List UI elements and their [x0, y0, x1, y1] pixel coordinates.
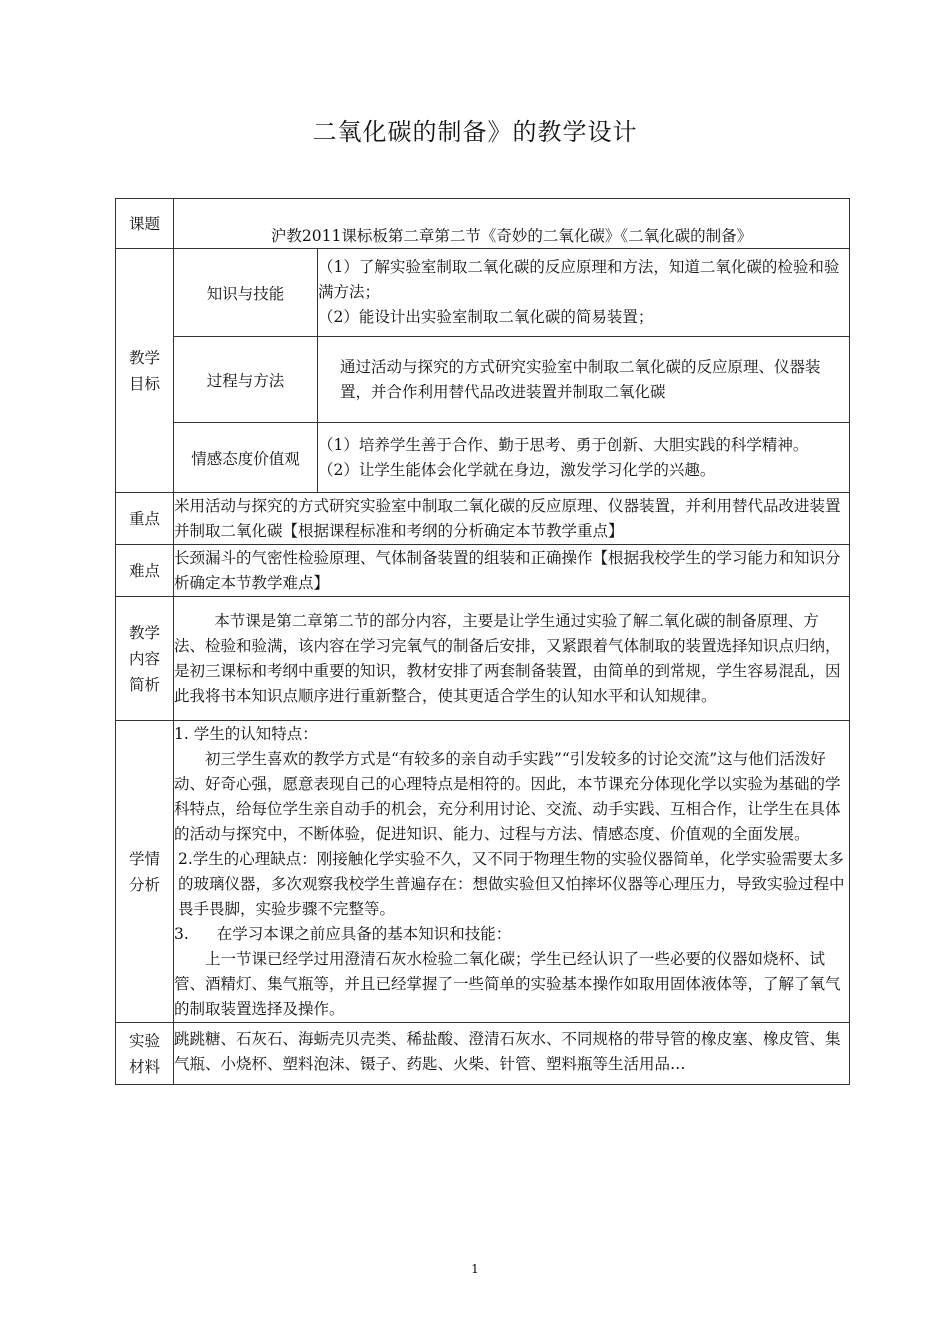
document-title: 二氧化碳的制备》的教学设计 — [312, 118, 638, 146]
goal-knowledge-text — [318, 249, 850, 337]
row-key-point — [116, 493, 850, 545]
goal-attitude-label: 情感态度价值观 — [174, 423, 318, 493]
learner-analysis-text — [174, 721, 850, 1023]
materials-text: 跳跳糖、石灰石、海蛎壳贝壳类、稀盐酸、澄清石灰水、不同规格的带导管的橡皮塞、橡皮管、集气瓶、小烧杯、塑料泡沫、镊子、药匙、火柴、针管、塑料瓶等生活用品… — [174, 1023, 850, 1085]
learner-heading-3-text: 在学习本课之前应具备的基本知识和技能： — [216, 924, 512, 943]
row-goal-attitude — [116, 423, 850, 493]
goals-label-line1: 教学 — [128, 348, 160, 367]
goal-knowledge-label: 知识与技能 — [174, 249, 318, 337]
materials-label — [116, 1023, 174, 1085]
goal-process-text — [318, 337, 850, 423]
row-goal-process — [116, 337, 850, 423]
difficulty-text: 长颈漏斗的气密性检验原理、气体制备装置的组装和正确操作【根据我校学生的学习能力和知识分析确定本节教学难点】 — [174, 545, 850, 597]
goal-attitude-line1: （1）培养学生善于合作、勤于思考、勇于创新、大胆实践的科学精神。 — [318, 435, 809, 454]
row-goal-knowledge — [116, 249, 850, 337]
lesson-plan-table — [115, 198, 850, 1085]
goal-attitude-text — [318, 423, 850, 493]
learner-heading-3 — [174, 922, 849, 947]
page-number: 1 — [471, 1262, 479, 1276]
goals-label — [116, 249, 174, 493]
row-learner-analysis — [116, 721, 850, 1023]
row-content-analysis — [116, 597, 850, 721]
goal-knowledge-line2: （2）能设计出实验室制取二氧化碳的简易装置； — [318, 308, 654, 326]
content-label-line1: 教学 — [128, 623, 160, 642]
key-point-label: 重点 — [116, 493, 174, 545]
row-topic — [116, 199, 850, 249]
learner-analysis-label — [116, 721, 174, 1023]
learner-heading-3-num: 3. — [174, 924, 189, 943]
learner-heading-1: 1. 学生的认知特点： — [174, 724, 318, 743]
learner-label-line1: 学情 — [128, 849, 160, 868]
materials-label-line2: 材料 — [128, 1057, 160, 1076]
row-materials — [116, 1023, 850, 1085]
content-analysis-text — [174, 597, 850, 721]
goal-process-label: 过程与方法 — [174, 337, 318, 423]
difficulty-label: 难点 — [116, 545, 174, 597]
content-analysis-para: 本节课是第二章第二节的部分内容，主要是让学生通过实验了解二氧化碳的制备原理、方法、检验和验满，该内容在学习完氧气的制备后安排，又紧跟着气体制取的装置选择知识点归纳，是初三课标和考纲中重要的知识，教材安排了两套制备装置，由简单的到常规，学生容易混乱，因此我将书本知识点顺序进行重新整合，使其更适合学生的认知水平和认知规律。 — [174, 611, 841, 705]
materials-label-line1: 实验 — [128, 1031, 160, 1050]
key-point-text: 米用活动与探究的方式研究实验室中制取二氧化碳的反应原理、仪器装置，并利用替代品改进装置并制取二氧化碳【根据课程标准和考纲的分析确定本节教学重点】 — [174, 493, 850, 545]
learner-label-line2: 分析 — [128, 875, 160, 894]
topic-value: 沪教2011课标板第二章第二节《奇妙的二氧化碳》《二氧化碳的制备》 — [174, 199, 850, 249]
content-analysis-label — [116, 597, 174, 721]
learner-para-2: 2.学生的心理缺点：刚接触化学实验不久，又不同于物理生物的实验仪器简单，化学实验需要太多的玻璃仪器，多次观察我校学生普遍存在：想做实验但又怕摔坏仪器等心理压力，导致实验过程中畏手畏脚，实验步骤不完整等。 — [178, 849, 845, 918]
content-label-line2: 内容 — [128, 649, 160, 668]
learner-para-1: 初三学生喜欢的教学方式是“有较多的亲自动手实践”“引发较多的讨论交流”这与他们活泼好动、好奇心强，愿意表现自己的心理特点是相符的。因此，本节课充分体现化学以实验为基础的学科特点，给每位学生亲自动手的机会，充分利用讨论、交流、动手实践、互相合作，让学生在具体的活动与探究中，不断体验，促进知识、能力、过程与方法、情感态度、价值观的全面发展。 — [174, 749, 841, 843]
goal-knowledge-line1: （1）了解实验室制取二氧化碳的反应原理和方法，知道二氧化碳的检验和验满方法； — [318, 258, 840, 301]
goal-process-line1: 通过活动与探究的方式研究实验室中制取二氧化碳的反应原理、仪器装置，并合作利用替代品改进装置并制取二氧化碳 — [340, 357, 821, 401]
content-label-line3: 简析 — [128, 675, 160, 694]
row-difficulty — [116, 545, 850, 597]
learner-para-3: 上一节课已经学过用澄清石灰水检验二氧化碳；学生已经认识了一些必要的仪器如烧杯、试管、酒精灯、集气瓶等，并且已经掌握了一些简单的实验基本操作如取用固体液体等，了解了氧气的制取装置选择及操作。 — [174, 949, 841, 1018]
goal-attitude-line2: （2）让学生能体会化学就在身边，激发学习化学的兴趣。 — [318, 460, 716, 479]
goals-label-line2: 目标 — [128, 374, 160, 393]
topic-label: 课题 — [116, 199, 174, 249]
